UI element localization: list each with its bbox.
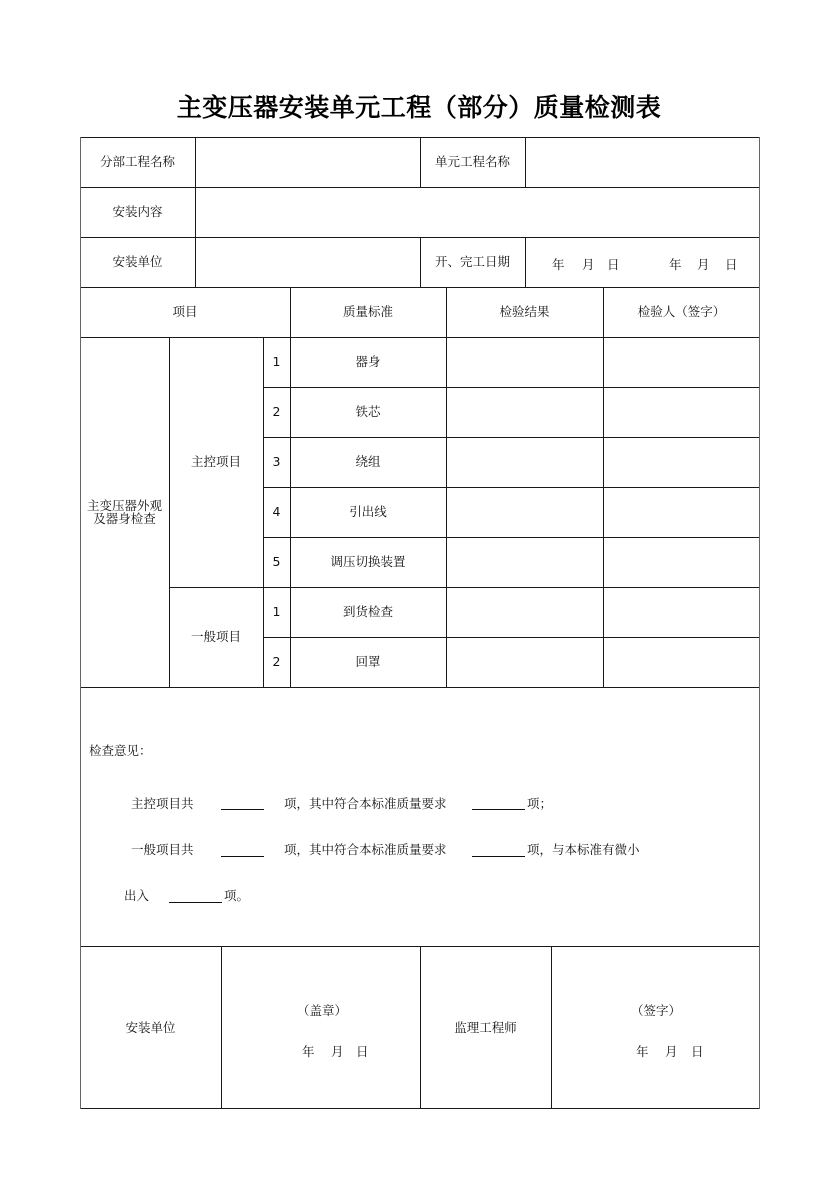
general-total-prefix: 一般项目共	[131, 842, 194, 857]
item-inspector-field[interactable]	[603, 637, 760, 687]
sign-label: （签字）	[631, 1003, 682, 1018]
item-number: 4	[272, 504, 281, 520]
main-control-mid: 项，其中符合本标准质量要求	[284, 796, 447, 811]
unit-name-label: 单元工程名称	[434, 154, 510, 170]
seal-year-label: 年	[302, 1044, 315, 1059]
installer-field[interactable]	[195, 237, 420, 287]
item-result-field[interactable]	[446, 387, 603, 437]
group-general: 一般项目	[190, 629, 241, 645]
deviation-field[interactable]	[169, 902, 222, 903]
category-label	[80, 337, 169, 687]
installer-label: 安装单位	[112, 254, 163, 270]
start-month-label: 月	[582, 257, 595, 272]
main-control-suffix: 项；	[527, 796, 553, 811]
opinion-label: 检查意见：	[89, 743, 152, 758]
item-inspector-field[interactable]	[603, 537, 760, 587]
header-result: 检验结果	[499, 304, 550, 320]
deviation-prefix: 出入	[124, 888, 150, 903]
item-standard: 铁芯	[355, 404, 381, 420]
sign-month-label: 月	[665, 1044, 678, 1059]
start-date-field[interactable]	[525, 237, 640, 287]
division-name-label: 分部工程名称	[99, 154, 175, 170]
start-year-label: 年	[552, 257, 565, 272]
item-result-field[interactable]	[446, 537, 603, 587]
category-line-2: 及器身检查	[93, 511, 156, 526]
category-line-1: 主变压器外观	[86, 497, 162, 513]
main-control-total-field[interactable]	[221, 809, 264, 810]
item-result-field[interactable]	[446, 437, 603, 487]
item-inspector-field[interactable]	[603, 487, 760, 537]
item-inspector-field[interactable]	[603, 387, 760, 437]
end-year-label: 年	[669, 257, 682, 272]
item-number: 1	[272, 604, 281, 620]
general-total-field[interactable]	[221, 856, 264, 857]
item-standard: 器身	[355, 354, 381, 370]
install-content-field[interactable]	[195, 187, 760, 237]
item-inspector-field[interactable]	[603, 437, 760, 487]
division-name-field[interactable]	[195, 137, 420, 187]
item-result-field[interactable]	[446, 637, 603, 687]
signoff-installer-label: 安装单位	[125, 1019, 176, 1035]
item-number: 1	[272, 354, 281, 370]
item-standard: 回罩	[355, 654, 381, 670]
item-result-field[interactable]	[446, 337, 603, 387]
item-inspector-field[interactable]	[603, 337, 760, 387]
start-day-label: 日	[607, 257, 620, 272]
seal-day-label: 日	[356, 1044, 369, 1059]
general-mid: 项，其中符合本标准质量要求	[284, 842, 447, 857]
item-number: 3	[272, 454, 281, 470]
main-control-total-prefix: 主控项目共	[131, 796, 194, 811]
header-item: 项目	[172, 304, 198, 320]
end-day-label: 日	[725, 257, 738, 272]
header-inspector: 检验人（签字）	[637, 304, 726, 320]
main-control-passed-field[interactable]	[472, 809, 525, 810]
row-divider	[80, 687, 760, 688]
item-standard: 到货检查	[342, 604, 393, 620]
item-result-field[interactable]	[446, 587, 603, 637]
unit-name-field[interactable]	[525, 137, 760, 187]
install-content-label: 安装内容	[112, 204, 163, 220]
form-title: 主变压器安装单元工程（部分）质量检测表	[176, 93, 662, 122]
general-passed-field[interactable]	[472, 856, 525, 857]
item-number: 5	[272, 554, 281, 570]
general-suffix: 项，与本标准有微小	[527, 842, 640, 857]
sign-day-label: 日	[691, 1044, 704, 1059]
item-result-field[interactable]	[446, 487, 603, 537]
seal-month-label: 月	[331, 1044, 344, 1059]
date-range-label: 开、完工日期	[434, 254, 510, 270]
item-number: 2	[272, 654, 281, 670]
end-date-field[interactable]	[640, 237, 760, 287]
deviation-suffix: 项。	[224, 888, 250, 903]
item-standard: 引出线	[349, 504, 387, 520]
supervisor-label: 监理工程师	[454, 1019, 517, 1035]
sign-year-label: 年	[636, 1044, 649, 1059]
seal-label: （盖章）	[297, 1003, 348, 1018]
item-standard: 绕组	[355, 454, 381, 470]
end-month-label: 月	[697, 257, 710, 272]
header-standard: 质量标准	[342, 304, 393, 320]
item-standard: 调压切换装置	[330, 554, 406, 570]
supervisor-signature-area[interactable]	[551, 946, 760, 1109]
installer-seal-area[interactable]	[221, 946, 420, 1109]
item-inspector-field[interactable]	[603, 587, 760, 637]
item-number: 2	[272, 404, 281, 420]
group-main-control: 主控项目	[190, 454, 241, 470]
